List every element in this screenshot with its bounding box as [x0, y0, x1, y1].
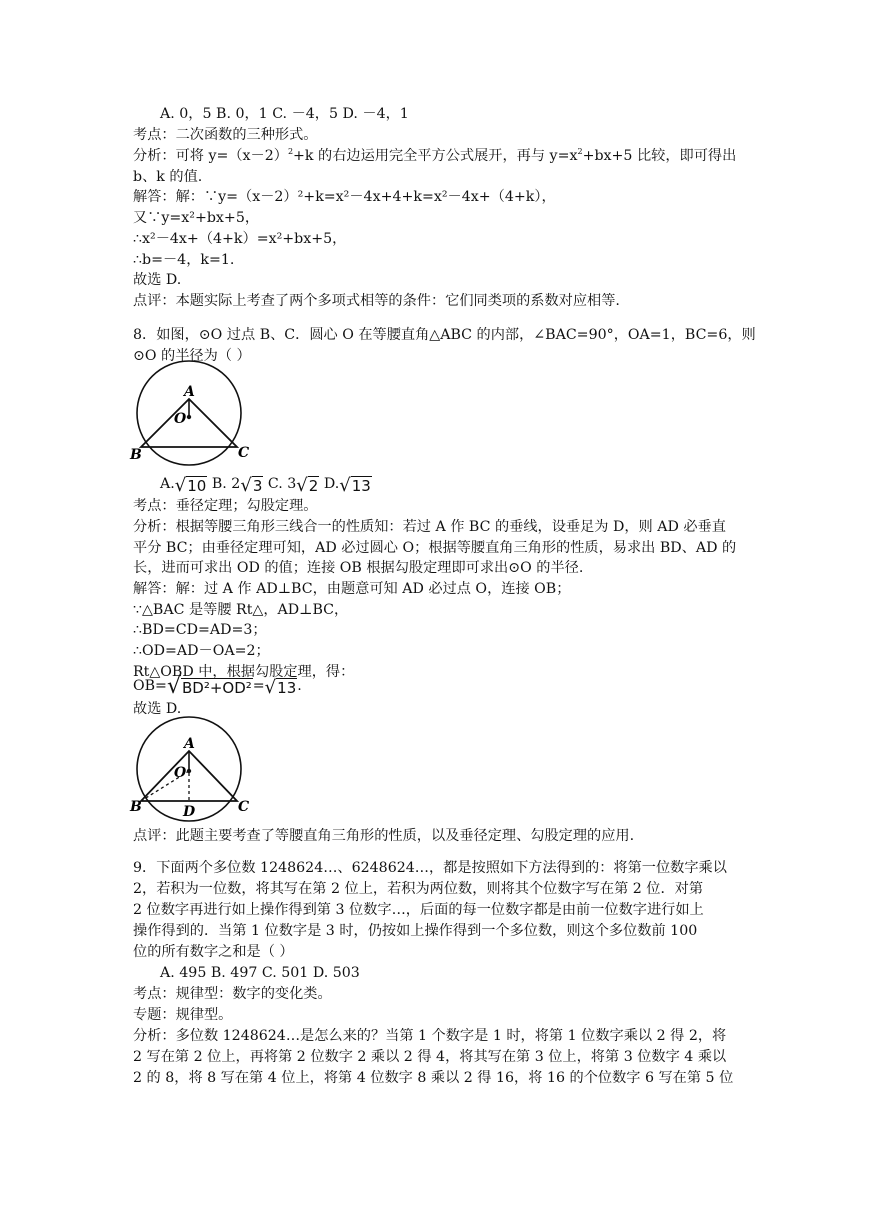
q9-fenxi-line3: 2 的 8，将 8 写在第 4 位上，将第 4 位数字 8 乘以 2 得 16，将 16 的个位数字 6 写在第 5 位 [133, 1070, 734, 1086]
radicand: 13 [277, 679, 297, 697]
radical-sign: √ [240, 475, 252, 496]
q9-stem-line4: 操作得到的．当第 1 位数字是 3 时，仍按如上操作得到一个多位数，则这个多位数前 100 [133, 923, 698, 939]
q9-fenxi-line2: 2 写在第 2 位上，再将第 2 位数字 2 乘以 2 得 4，将其写在第 3 位上，将第 3 位数字 4 乘以 [133, 1049, 727, 1065]
label-o: O [174, 411, 187, 427]
text: 分析：可将 y=（x－2） [133, 148, 288, 164]
sqrt [175, 475, 208, 498]
q9-kaodian: 考点：规律型：数字的变化类。 [133, 986, 332, 1002]
sqrt [339, 475, 372, 498]
q7-jieda-line2: 又∵y=x²+bx+5， [133, 210, 260, 226]
q9-options: A. 495 B. 497 C. 501 D. 503 [160, 965, 360, 981]
q8-kaodian: 考点：垂径定理；勾股定理。 [133, 498, 318, 514]
q8-options [160, 474, 372, 498]
q8-figure-1 [128, 360, 258, 468]
label-a: A [184, 736, 195, 752]
q8-fenxi-line2: 平分 BC；由垂径定理可知，AD 必过圆心 O；根据等腰直角三角形的性质，易求出 BD、AD 的 [133, 540, 737, 556]
q7-jieda-line1: 解答：解：∵y=（x－2）²+k=x²－4x+4+k=x²－4x+（4+k）， [133, 189, 556, 205]
q9-zhuanti: 专题：规律型。 [133, 1007, 233, 1023]
option-a-label: A. [160, 476, 175, 492]
q7-fenxi-line2: b、k 的值. [133, 169, 203, 185]
option-d-label: D. [323, 476, 340, 492]
q8-jieda-line2: ∵△BAC 是等腰 Rt△，AD⊥BC， [133, 602, 349, 618]
q7-xuan: 故选 D. [133, 272, 182, 288]
radicand: 2 [308, 477, 319, 495]
q7-jieda-line4: ∴b=－4，k=1. [133, 252, 235, 268]
radical-sign: √ [166, 674, 181, 699]
point-o [187, 769, 191, 773]
sqrt [167, 676, 253, 700]
label-o: O [174, 765, 187, 781]
superscript: 2 [287, 147, 294, 156]
q8-jieda-line5: Rt△OBD 中，根据勾股定理，得： [133, 664, 355, 680]
q9-stem-line2: 2，若积为一位数，将其写在第 2 位上，若积为两位数，则将其个位数字写在第 2 位．对第 [133, 881, 704, 897]
q8-stem-line2: ⊙O 的半径为（ ） [133, 348, 251, 364]
equals: = [252, 678, 265, 694]
q8-dianping: 点评：此题主要考查了等腰直角三角形的性质，以及垂径定理、勾股定理的应用. [133, 828, 635, 844]
q9-stem-line5: 位的所有数字之和是（ ） [133, 944, 294, 960]
superscript: 2 [577, 147, 583, 156]
q8-jieda-line3: ∴BD=CD=AD=3； [133, 622, 267, 638]
label-a: A [184, 384, 195, 400]
sqrt [296, 475, 319, 498]
radical-sign: √ [174, 475, 187, 496]
radical-sign: √ [339, 475, 351, 496]
q8-jieda-line4: ∴OD=AD－OA=2； [133, 643, 270, 659]
q7-kaodian: 考点：二次函数的三种形式。 [133, 127, 318, 143]
label-b: B [130, 799, 142, 815]
radical-sign: √ [264, 677, 277, 698]
q8-ob-formula [133, 676, 302, 700]
q9-stem-line1: 9．下面两个多位数 1248624…、6248624…，都是按照如下方法得到的：将第一位数字乘以 [133, 860, 727, 876]
q7-jieda-line3: ∴x²－4x+（4+k）=x²+bx+5， [133, 231, 347, 247]
label-b: B [130, 447, 142, 463]
option-c-label: C. 3 [267, 476, 297, 492]
q8-xuan: 故选 D. [133, 701, 182, 717]
q9-fenxi-line1: 分析：多位数 1248624…是怎么来的？当第 1 个数字是 1 时，将第 1 位数字乘以 2 得 2，将 [133, 1028, 727, 1044]
q8-fenxi-line3: 长，进而可求出 OD 的值；连接 OB 根据勾股定理即可求出⊙O 的半径. [133, 560, 584, 576]
text: +bx+5 比较，即可得出 [582, 148, 737, 164]
radical-sign: √ [296, 475, 308, 496]
radicand: BD²+OD² [181, 679, 252, 697]
q7-dianping: 点评：本题实际上考查了两个多项式相等的条件：它们同类项的系数对应相等. [133, 293, 620, 309]
text: +k 的右边运用完全平方公式展开，再与 y=x [293, 148, 578, 164]
q8-figure-2 [128, 715, 258, 823]
formula-prefix: OB= [133, 678, 167, 694]
point-o [187, 415, 191, 419]
sqrt [265, 677, 298, 700]
q9-stem-line3: 2 位数字再进行如上操作得到第 3 位数字…，后面的每一位数字都是由前一位数字进行如上 [133, 902, 704, 918]
q8-jieda-line1: 解答：解：过 A 作 AD⊥BC，由题意可知 AD 必过点 O，连接 OB； [133, 581, 571, 597]
radicand: 3 [252, 477, 263, 495]
q8-fenxi-line1: 分析：根据等腰三角形三线合一的性质知：若过 A 作 BC 的垂线，设垂足为 D，则 AD 必垂直 [133, 519, 726, 535]
radicand: 10 [187, 477, 207, 495]
label-d: D [183, 804, 196, 820]
label-c: C [238, 799, 250, 815]
q7-fenxi-line1 [133, 146, 736, 168]
label-c: C [238, 445, 250, 461]
period: . [297, 678, 302, 694]
q8-stem-line1: 8．如图，⊙O 过点 B、C．圆心 O 在等腰直角△ABC 的内部，∠BAC=90°，OA=1，BC=6，则 [133, 327, 756, 343]
q7-options: A. 0，5 B. 0，1 C. －4，5 D. －4，1 [160, 106, 409, 122]
radicand: 13 [351, 477, 371, 495]
option-b-label: B. 2 [211, 476, 241, 492]
sqrt [240, 475, 263, 498]
